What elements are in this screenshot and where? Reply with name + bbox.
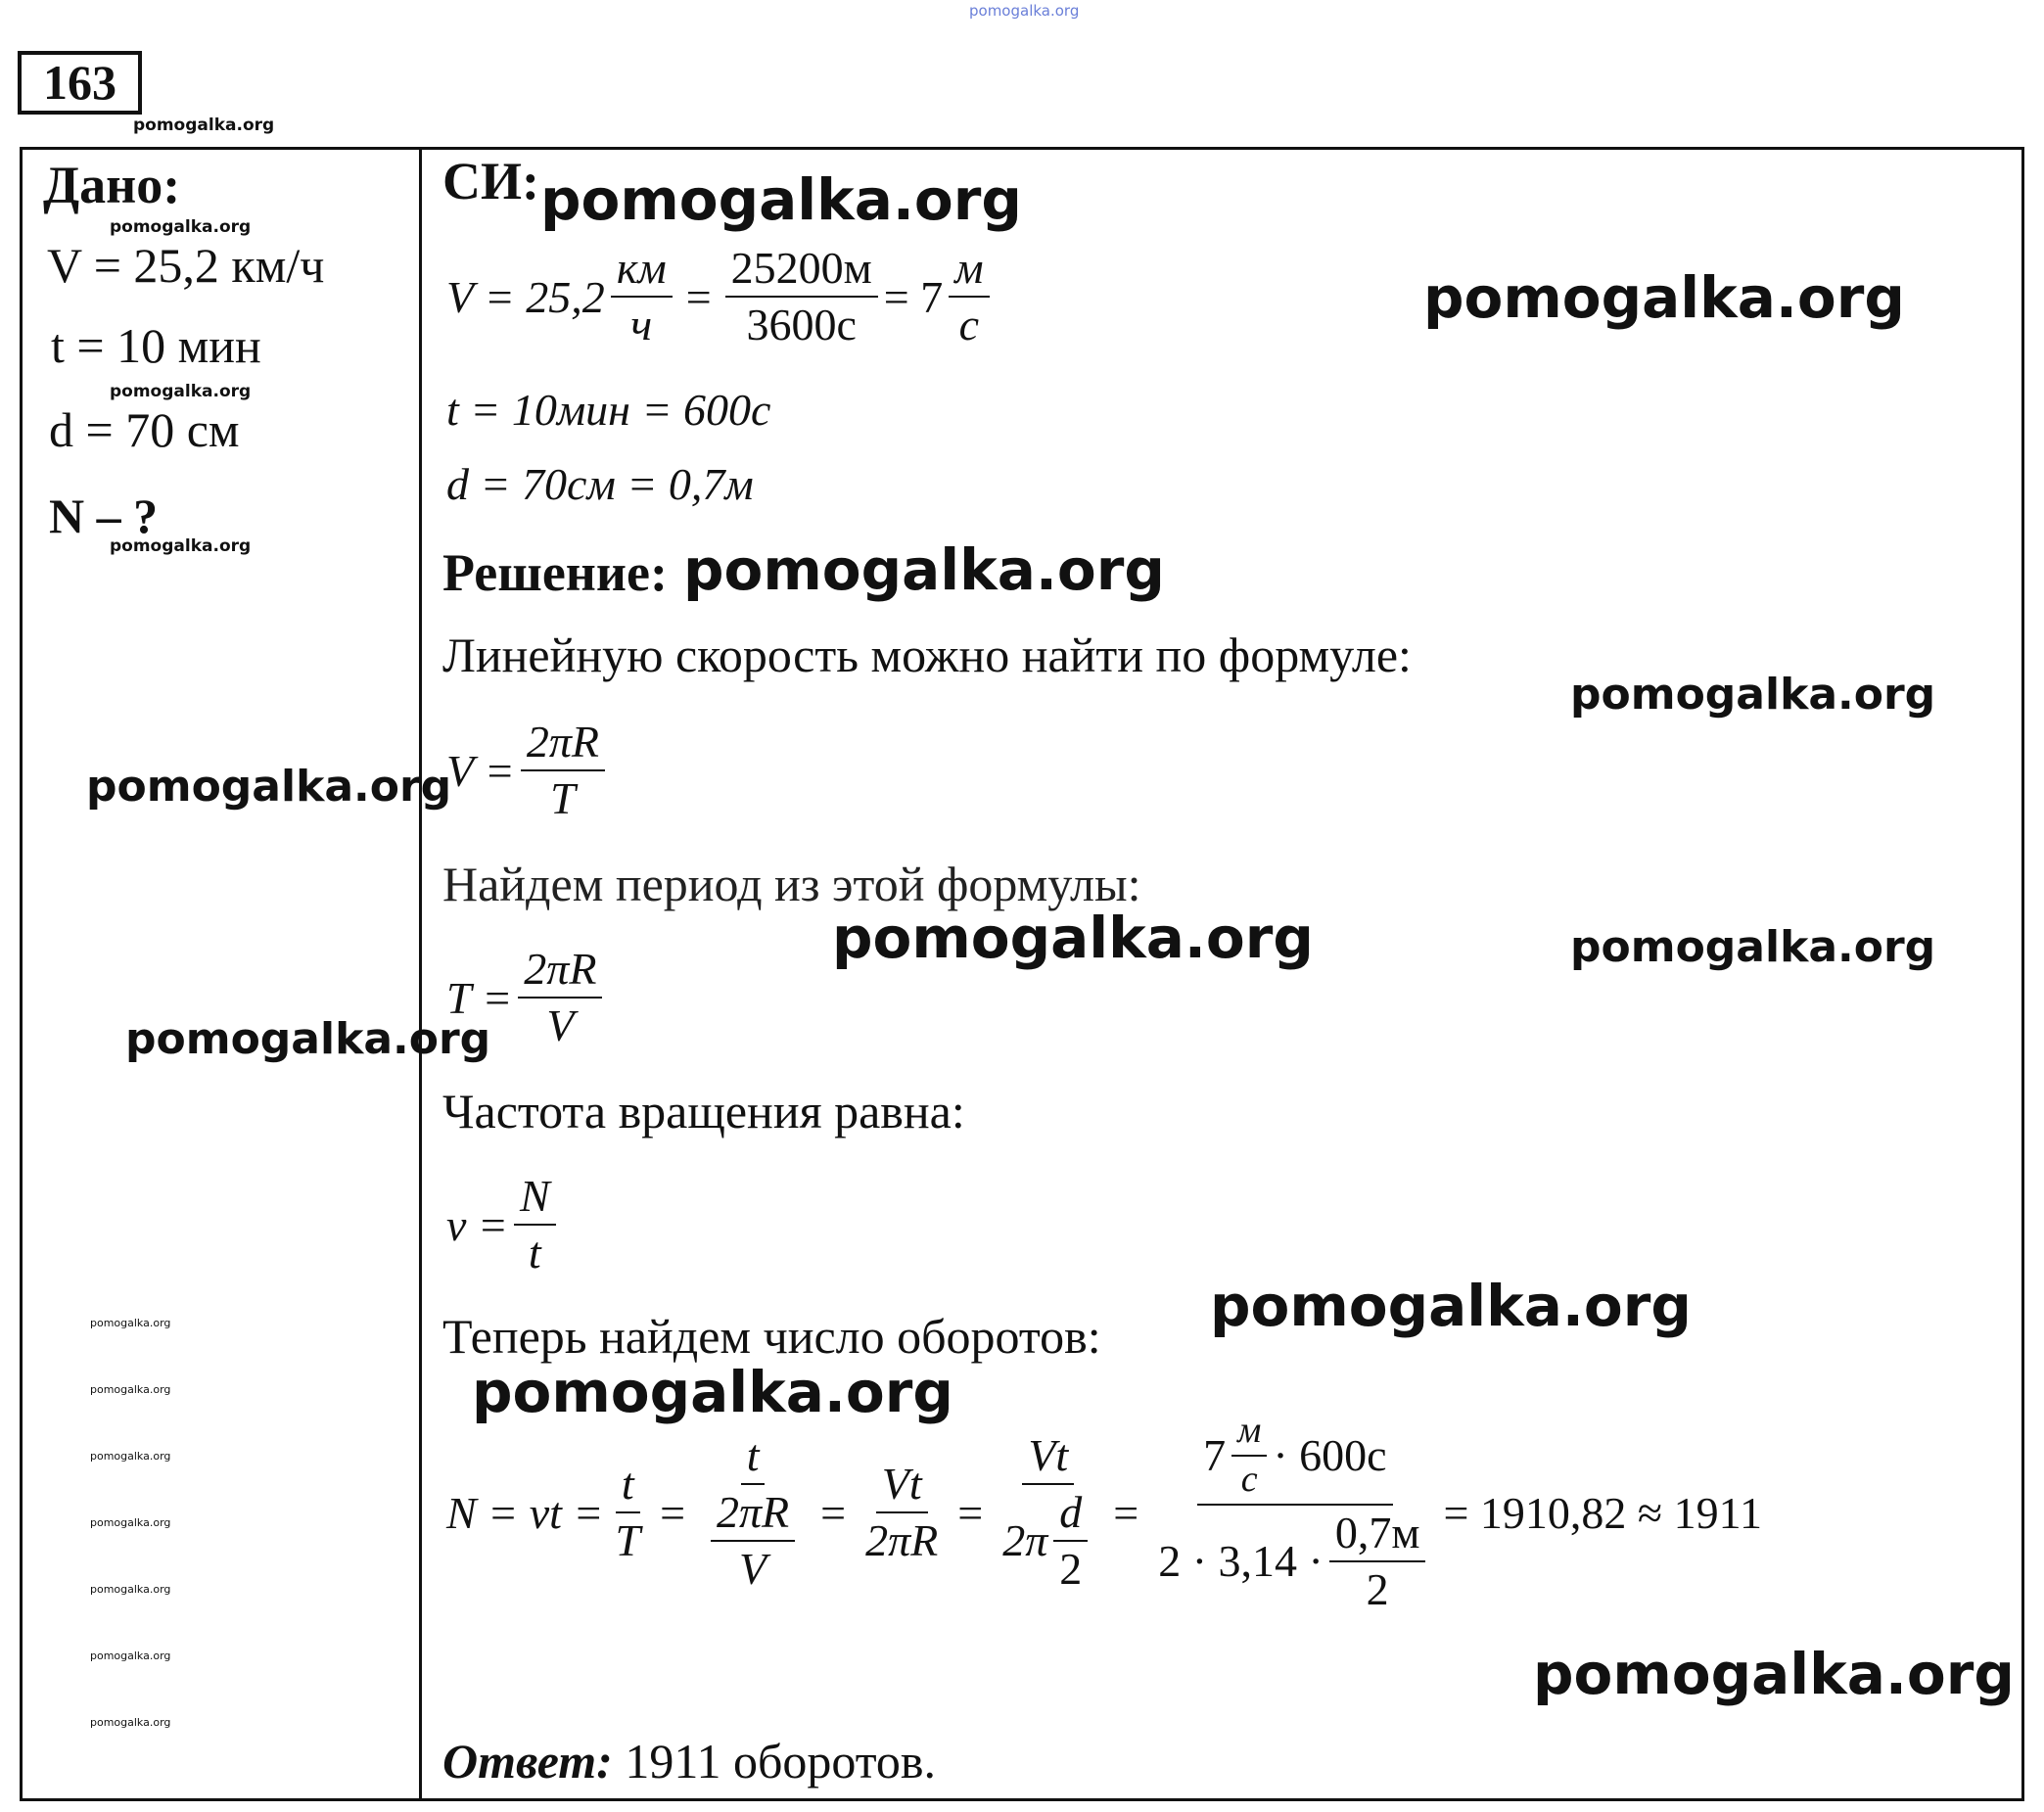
answer-text: 1911 оборотов. (625, 1734, 937, 1789)
watermark: pomogalka.org (90, 1716, 171, 1729)
watermark: pomogalka.org (90, 1383, 171, 1396)
watermark: pomogalka.org (1210, 1273, 1692, 1339)
si-time-conversion: t = 10мин = 600с (446, 385, 771, 435)
paragraph-revolutions: Теперь найдем число оборотов: (442, 1309, 1101, 1364)
watermark: pomogalka.org (90, 1317, 171, 1329)
si-velocity-conversion: V = 25,2 $\frac{км}{ч}$ = $\frac{25200м}{3600с}$ = 7 $\frac{м}{с}$ (446, 235, 996, 358)
given-diameter: d = 70 см (49, 402, 240, 457)
si-diameter-conversion: d = 70см = 0,7м (446, 459, 754, 509)
paragraph-period: Найдем период из этой формулы: (442, 857, 1141, 911)
solution-heading: Решение: (442, 543, 668, 602)
watermark: pomogalka.org (1533, 1641, 2015, 1707)
column-divider (419, 147, 422, 1801)
formula-final-revolutions: N = νt = $\frac{t}{T}$ = $\frac{t}{\frac{2\pi R}{V}}$ = $\frac{Vt}{2\pi R}$ = Vt 2π $\frac{d}{2}$ = 7 $\frac{м}{с}$ · 600с 2 · 3,14 · $\frac{0,7м}{2}$ = 1910,82 ≈ 1911 (446, 1409, 1762, 1614)
watermark: pomogalka.org (1570, 922, 1936, 972)
given-unknown: N – ? (49, 488, 159, 543)
watermark: pomogalka.org (1423, 264, 1905, 331)
answer-label: Ответ: (442, 1734, 613, 1789)
formula-linear-speed: V = $\frac{2\pi R}{T}$ (446, 707, 611, 834)
paragraph-linear-speed: Линейную скорость можно найти по формуле: (442, 627, 1412, 682)
watermark: pomogalka.org (472, 1359, 953, 1425)
given-time: t = 10 мин (51, 318, 261, 373)
top-watermark: pomogalka.org (969, 2, 1080, 20)
watermark: pomogalka.org (90, 1516, 171, 1529)
given-heading: Дано: (43, 156, 181, 214)
watermark: pomogalka.org (90, 1649, 171, 1662)
si-heading: СИ: (442, 152, 539, 210)
watermark: pomogalka.org (125, 1014, 491, 1064)
formula-frequency: ν = $\frac{N}{t}$ (446, 1161, 562, 1288)
given-velocity: V = 25,2 км/ч (47, 238, 325, 293)
watermark: pomogalka.org (110, 217, 252, 237)
watermark: pomogalka.org (683, 536, 1165, 603)
watermark: pomogalka.org (90, 1583, 171, 1596)
formula-period: T = $\frac{2\pi R}{V}$ (446, 934, 608, 1061)
answer (442, 1733, 936, 1789)
watermark: pomogalka.org (832, 905, 1314, 971)
watermark: pomogalka.org (110, 382, 252, 401)
watermark: pomogalka.org (86, 762, 452, 812)
watermark: pomogalka.org (540, 166, 1022, 233)
watermark: pomogalka.org (133, 116, 275, 135)
watermark: pomogalka.org (1570, 670, 1936, 720)
watermark: pomogalka.org (110, 536, 252, 556)
watermark: pomogalka.org (90, 1450, 171, 1463)
problem-number: 163 (18, 51, 142, 115)
paragraph-frequency: Частота вращения равна: (442, 1084, 965, 1138)
